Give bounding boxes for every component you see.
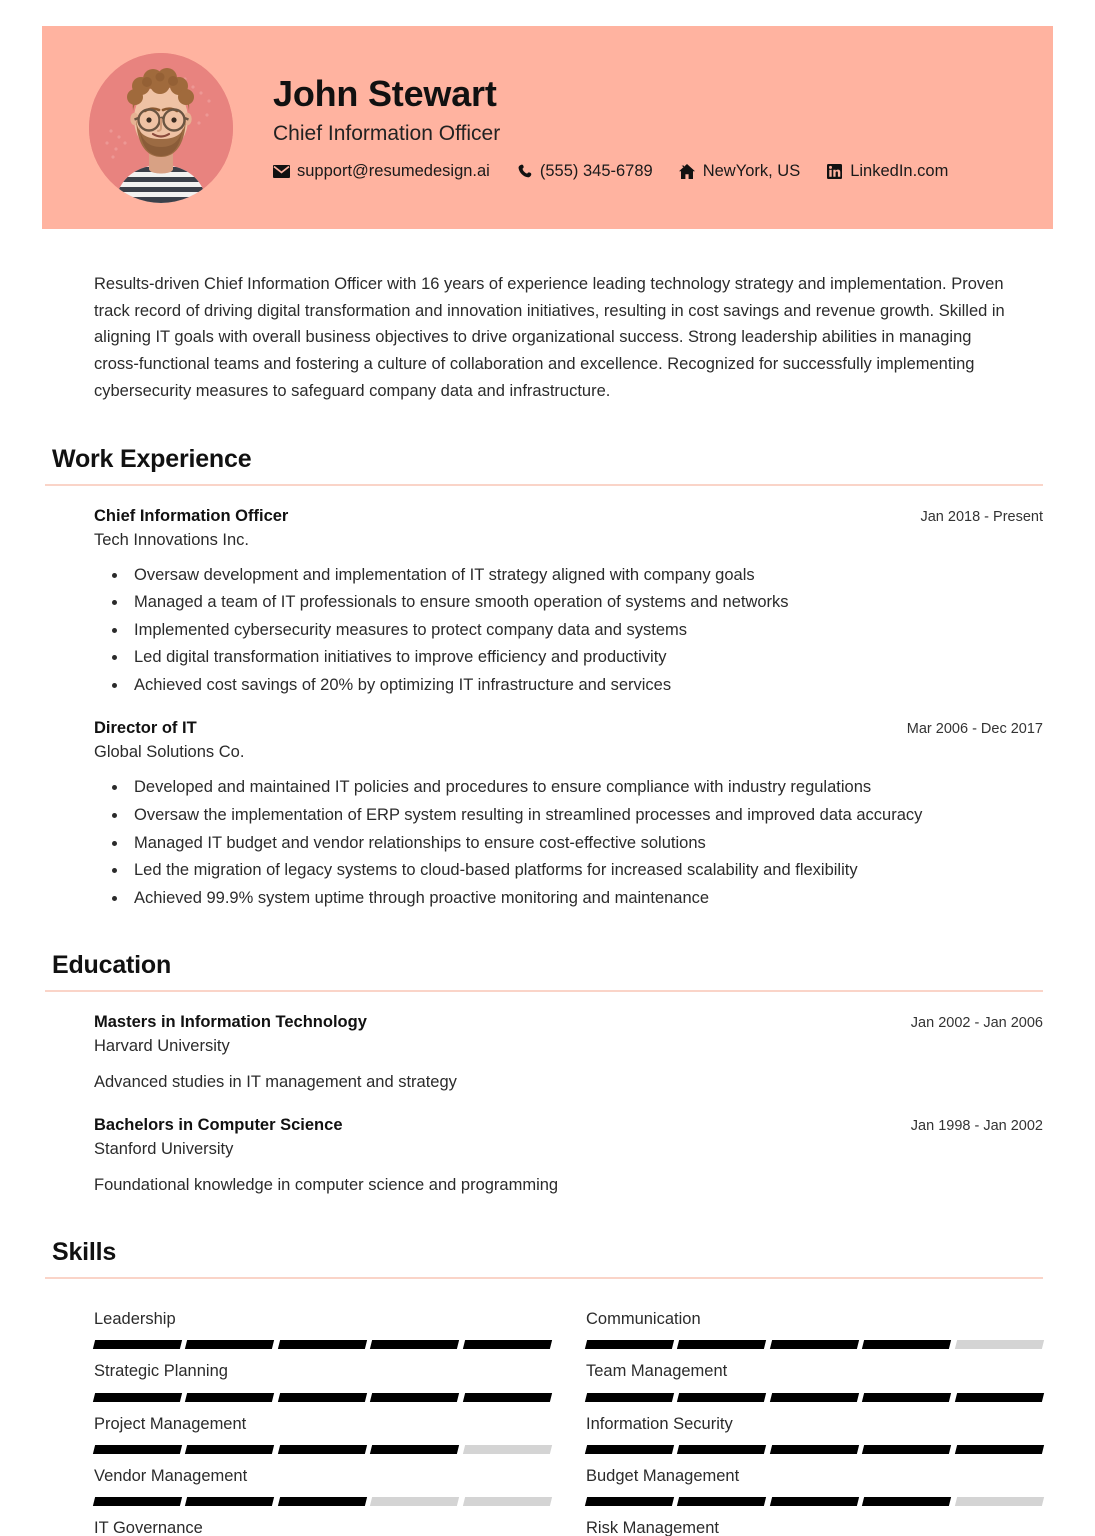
skill-rating-segment bbox=[463, 1497, 553, 1506]
skill-rating-segment bbox=[370, 1393, 460, 1402]
skill-item bbox=[586, 1454, 1043, 1506]
work-bullet-list bbox=[128, 775, 1043, 911]
education-entry bbox=[94, 1013, 1043, 1095]
contact-location-text: NewYork, US bbox=[702, 161, 801, 180]
skill-rating-segment bbox=[955, 1497, 1045, 1506]
skill-rating-segment bbox=[862, 1497, 952, 1506]
resume-header bbox=[42, 26, 1053, 229]
skill-rating-segment bbox=[185, 1445, 275, 1454]
education-entry-header bbox=[94, 1013, 1043, 1032]
contact-linkedin[interactable] bbox=[826, 162, 948, 181]
section-divider bbox=[45, 990, 1043, 992]
list-item: • Oversaw the implementation of ERP system resulting in streamlined processes and improved data accuracy bbox=[128, 803, 1043, 829]
list-item: • Led the migration of legacy systems to cloud-based platforms for increased scalability and flexibility bbox=[128, 858, 1043, 884]
skill-rating-bar bbox=[586, 1445, 1043, 1454]
list-item: • Achieved cost savings of 20% by optimizing IT infrastructure and services bbox=[128, 673, 1043, 699]
skill-label: Budget Management bbox=[586, 1467, 740, 1486]
skill-rating-segment bbox=[463, 1340, 553, 1349]
skill-item bbox=[94, 1297, 551, 1349]
skill-rating-segment bbox=[278, 1393, 368, 1402]
skill-label: Strategic Planning bbox=[94, 1362, 228, 1381]
home-icon bbox=[679, 164, 696, 179]
skill-rating-segment bbox=[862, 1340, 952, 1349]
education-school: Harvard University bbox=[94, 1037, 230, 1056]
skill-label: Team Management bbox=[586, 1362, 728, 1381]
education-description: Foundational knowledge in computer science and programming bbox=[94, 1175, 559, 1194]
education-degree: Masters in Information Technology bbox=[94, 1013, 367, 1032]
work-entry-header bbox=[94, 507, 1043, 526]
resume-page bbox=[0, 26, 1095, 1536]
skill-rating-segment bbox=[955, 1340, 1045, 1349]
skill-rating-bar bbox=[94, 1393, 551, 1402]
contact-phone-text: (555) 345-6789 bbox=[539, 161, 653, 180]
skill-rating-segment bbox=[677, 1393, 767, 1402]
section-skills bbox=[0, 1238, 1095, 1536]
skill-rating-segment bbox=[463, 1445, 553, 1454]
list-item: • Managed IT budget and vendor relationships to ensure cost-effective solutions bbox=[128, 831, 1043, 857]
section-education bbox=[0, 951, 1095, 1198]
skill-rating-segment bbox=[93, 1340, 183, 1349]
skills-grid bbox=[94, 1297, 1043, 1536]
work-entry-header bbox=[94, 719, 1043, 738]
skill-rating-segment bbox=[370, 1445, 460, 1454]
contact-linkedin-text: LinkedIn.com bbox=[850, 161, 949, 180]
skill-item bbox=[586, 1506, 1043, 1536]
skill-rating-segment bbox=[185, 1497, 275, 1506]
contact-email-text: support@resumedesign.ai bbox=[297, 161, 490, 180]
contact-list bbox=[273, 162, 948, 181]
skill-item bbox=[586, 1402, 1043, 1454]
candidate-name: John Stewart bbox=[273, 73, 497, 115]
list-item: • Implemented cybersecurity measures to protect company data and systems bbox=[128, 618, 1043, 644]
work-bullet-list bbox=[128, 563, 1043, 699]
skill-rating-segment bbox=[770, 1497, 860, 1506]
skill-label: Communication bbox=[586, 1309, 701, 1328]
candidate-job-title: Chief Information Officer bbox=[273, 121, 501, 145]
work-role: Chief Information Officer bbox=[94, 506, 289, 525]
skill-rating-bar bbox=[586, 1497, 1043, 1506]
list-item: • Achieved 99.9% system uptime through proactive monitoring and maintenance bbox=[128, 886, 1043, 912]
skill-label: Leadership bbox=[94, 1309, 176, 1328]
skill-item bbox=[94, 1454, 551, 1506]
work-date: Mar 2006 - Dec 2017 bbox=[906, 721, 1043, 738]
education-date: Jan 1998 - Jan 2002 bbox=[910, 1117, 1043, 1134]
skill-rating-segment bbox=[370, 1340, 460, 1349]
linkedin-icon bbox=[826, 164, 843, 179]
skill-rating-segment bbox=[585, 1340, 675, 1349]
skill-rating-segment bbox=[278, 1445, 368, 1454]
skill-rating-segment bbox=[677, 1445, 767, 1454]
contact-email[interactable] bbox=[273, 162, 490, 181]
skill-item bbox=[586, 1297, 1043, 1349]
contact-location[interactable] bbox=[679, 162, 801, 181]
skill-label: Project Management bbox=[94, 1414, 247, 1433]
contact-phone[interactable] bbox=[516, 162, 653, 181]
section-title-education: Education bbox=[52, 951, 172, 980]
section-work-experience bbox=[0, 445, 1095, 912]
list-item: • Developed and maintained IT policies and procedures to ensure compliance with industry regulations bbox=[128, 775, 1043, 801]
skill-item bbox=[586, 1349, 1043, 1401]
skill-rating-segment bbox=[370, 1497, 460, 1506]
list-item: • Managed a team of IT professionals to ensure smooth operation of systems and networks bbox=[128, 590, 1043, 616]
skill-rating-segment bbox=[278, 1497, 368, 1506]
skill-rating-segment bbox=[770, 1445, 860, 1454]
work-organization: Global Solutions Co. bbox=[94, 743, 245, 762]
skill-label: Information Security bbox=[586, 1414, 733, 1433]
skill-rating-segment bbox=[93, 1445, 183, 1454]
envelope-icon bbox=[273, 164, 290, 179]
skill-rating-segment bbox=[93, 1393, 183, 1402]
skill-rating-segment bbox=[862, 1445, 952, 1454]
skill-rating-segment bbox=[585, 1393, 675, 1402]
skill-rating-segment bbox=[93, 1497, 183, 1506]
education-entry bbox=[94, 1116, 1043, 1198]
work-organization: Tech Innovations Inc. bbox=[94, 530, 250, 549]
skill-rating-segment bbox=[955, 1393, 1045, 1402]
skill-rating-bar bbox=[94, 1497, 551, 1506]
work-date: Jan 2018 - Present bbox=[920, 508, 1043, 525]
work-entry bbox=[94, 507, 1043, 699]
section-divider bbox=[45, 1277, 1043, 1279]
education-degree: Bachelors in Computer Science bbox=[94, 1115, 343, 1134]
section-title-skills: Skills bbox=[52, 1237, 117, 1266]
phone-icon bbox=[516, 164, 533, 179]
list-item: • Oversaw development and implementation of IT strategy aligned with company goals bbox=[128, 563, 1043, 589]
skill-rating-bar bbox=[94, 1340, 551, 1349]
skill-label: Risk Management bbox=[586, 1519, 719, 1536]
section-divider bbox=[45, 484, 1043, 486]
list-item: • Led digital transformation initiatives to improve efficiency and productivity bbox=[128, 645, 1043, 671]
skill-rating-segment bbox=[185, 1340, 275, 1349]
skill-rating-segment bbox=[955, 1445, 1045, 1454]
skill-item bbox=[94, 1506, 551, 1536]
skill-label: IT Governance bbox=[94, 1519, 203, 1536]
skill-rating-segment bbox=[677, 1497, 767, 1506]
header-text-block bbox=[273, 74, 948, 181]
work-role: Director of IT bbox=[94, 719, 197, 738]
skill-rating-segment bbox=[278, 1340, 368, 1349]
education-description: Advanced studies in IT management and strategy bbox=[94, 1073, 457, 1092]
skill-item bbox=[94, 1402, 551, 1454]
profile-photo bbox=[89, 53, 233, 203]
skill-rating-segment bbox=[463, 1393, 553, 1402]
section-title-work: Work Experience bbox=[52, 444, 252, 473]
skill-label: Vendor Management bbox=[94, 1467, 248, 1486]
skill-rating-bar bbox=[586, 1393, 1043, 1402]
education-date: Jan 2002 - Jan 2006 bbox=[910, 1015, 1043, 1032]
education-school: Stanford University bbox=[94, 1139, 234, 1158]
skill-rating-segment bbox=[862, 1393, 952, 1402]
skill-rating-segment bbox=[770, 1393, 860, 1402]
skill-rating-segment bbox=[585, 1497, 675, 1506]
skill-rating-segment bbox=[770, 1340, 860, 1349]
skill-item bbox=[94, 1349, 551, 1401]
skill-rating-bar bbox=[586, 1340, 1043, 1349]
education-entry-header bbox=[94, 1116, 1043, 1135]
professional-summary: Results-driven Chief Information Officer with 16 years of experience leading technology strategy and implementation. Proven track record of driving digital transformation and innovation initiatives, resulting in cost savings and revenue growth. Skilled in aligning IT goals with overall business objectives to drive organizational success. Strong leadership abilities in managing cross-functional teams and fostering a culture of collaboration and excellence. Recognized for successfully implementing cybersecurity measures to safeguard company data and infrastructure. bbox=[94, 275, 1005, 400]
work-entry bbox=[94, 719, 1043, 911]
skill-rating-bar bbox=[94, 1445, 551, 1454]
skill-rating-segment bbox=[585, 1445, 675, 1454]
skill-rating-segment bbox=[677, 1340, 767, 1349]
skill-rating-segment bbox=[185, 1393, 275, 1402]
